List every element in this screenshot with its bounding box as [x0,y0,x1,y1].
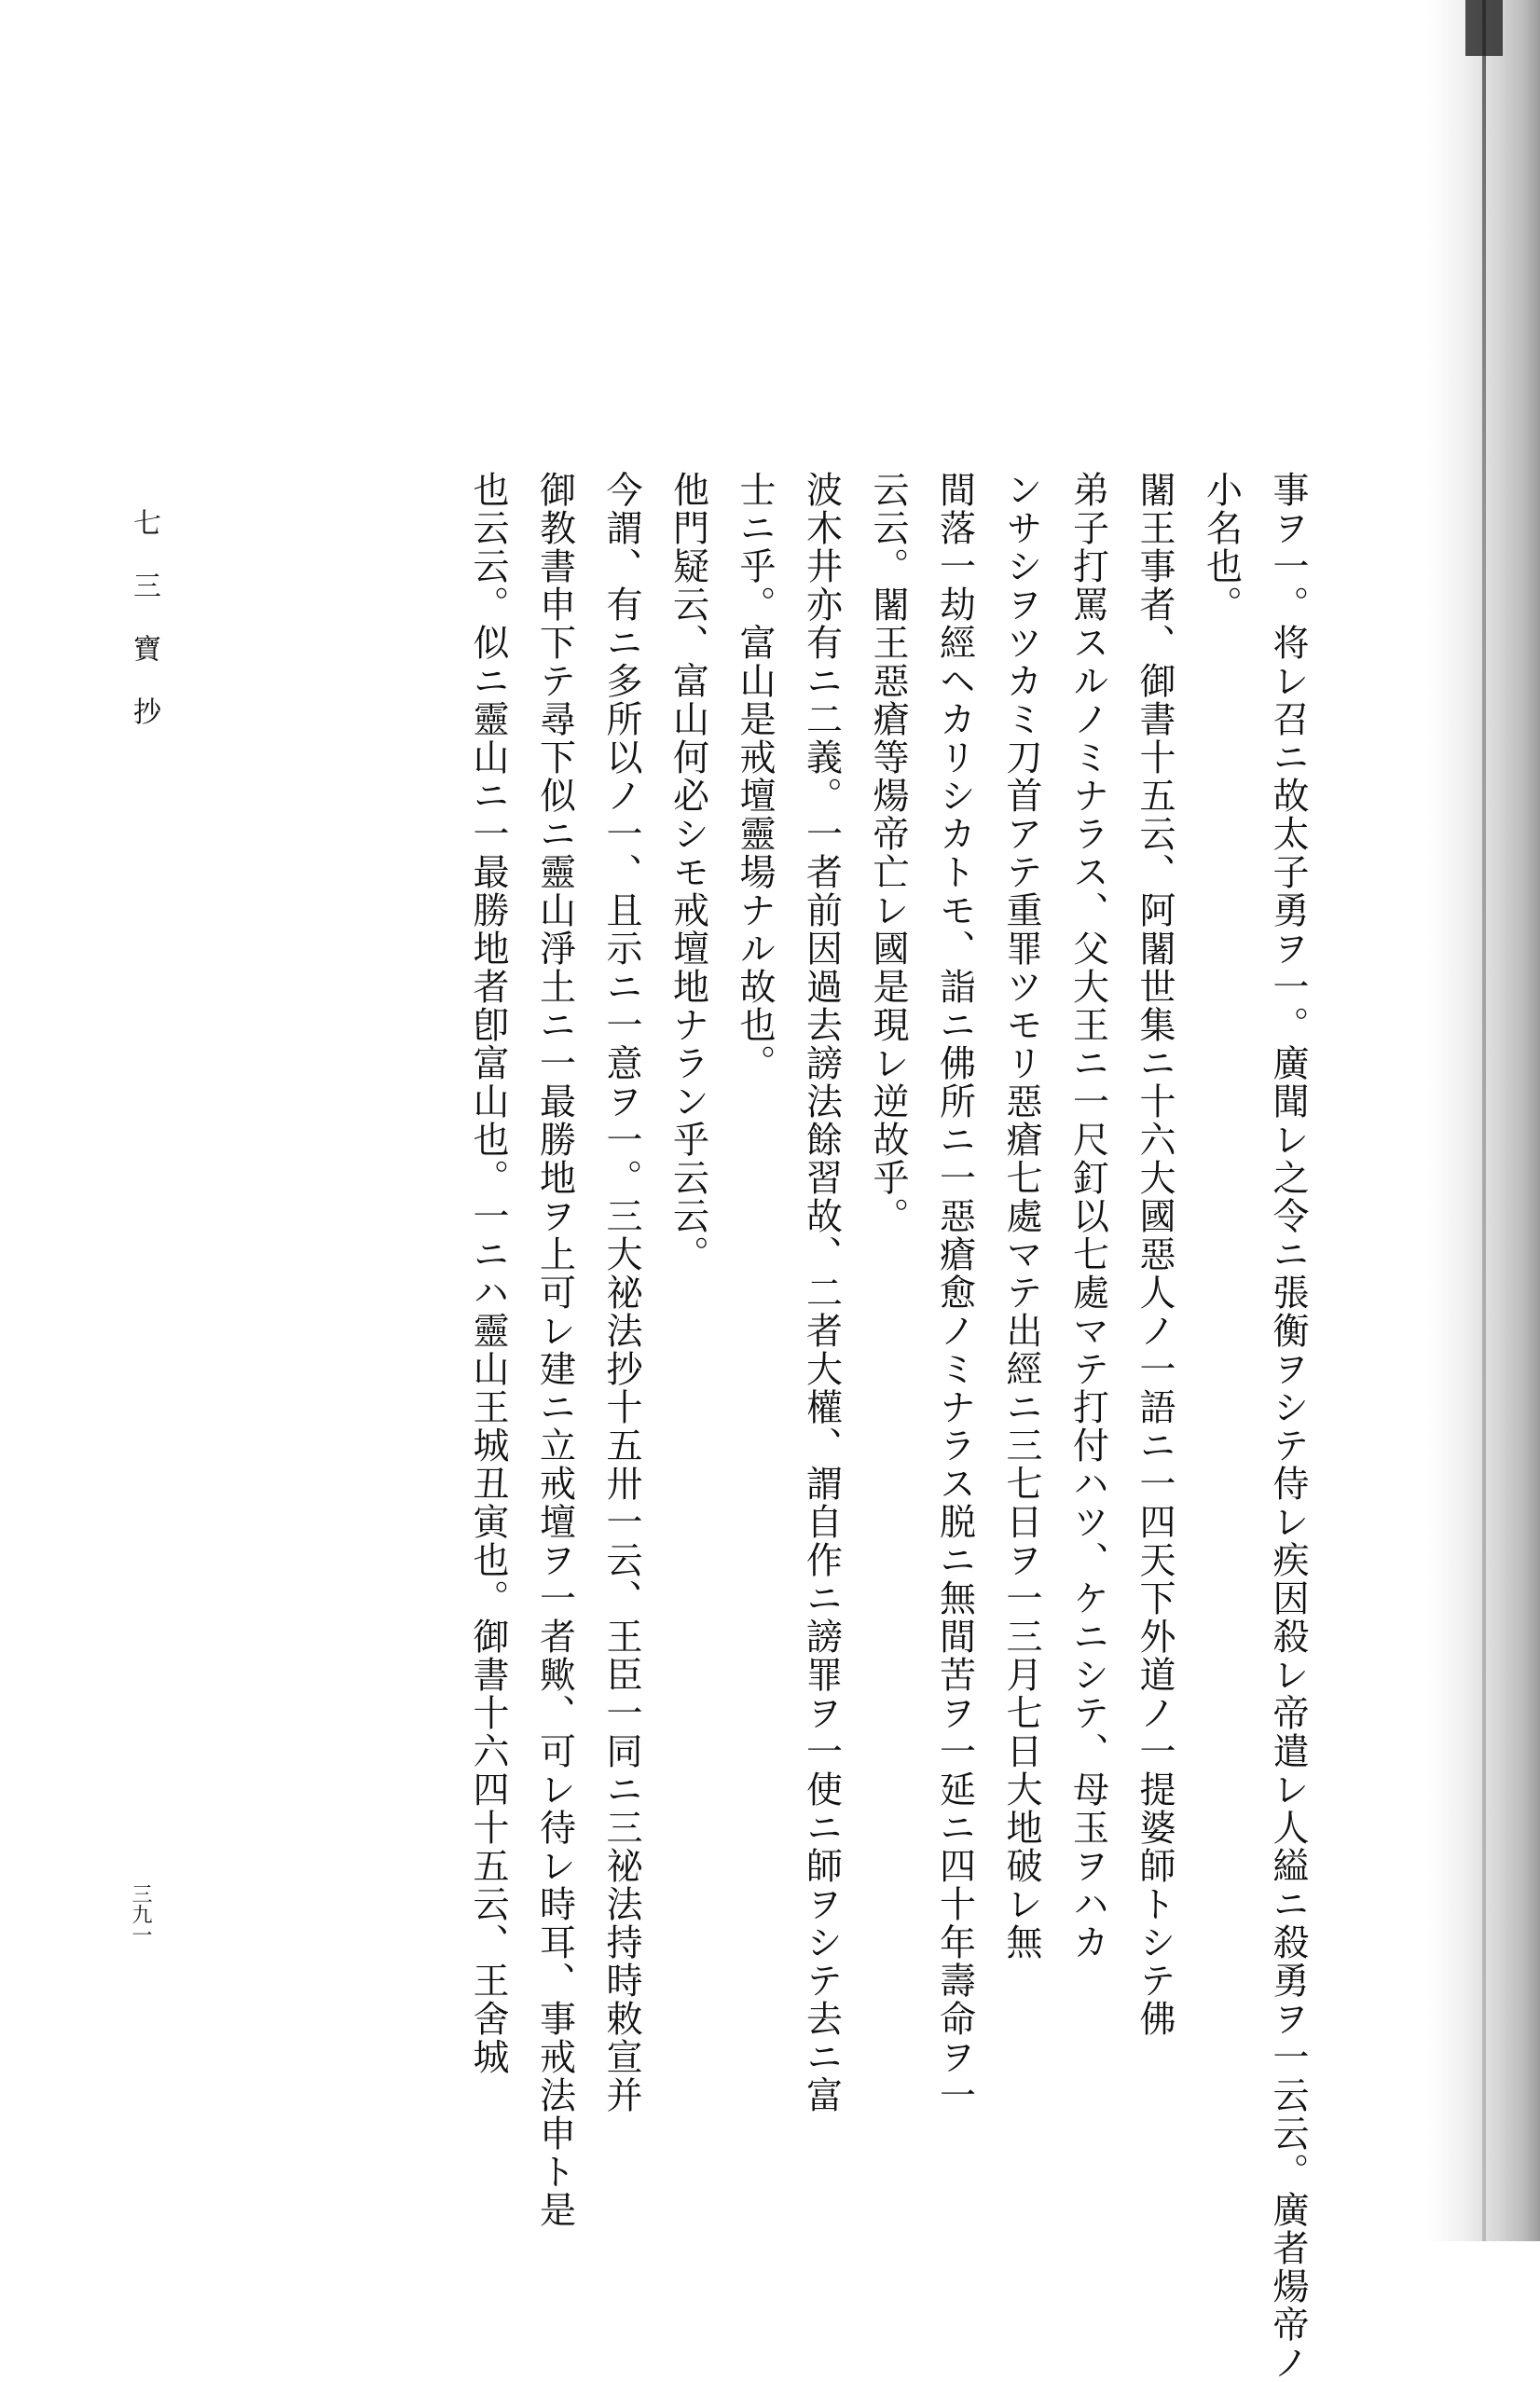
text-column: 闍王事者、御書十五云、阿闍世集ニ十六大國惡人ノ一語ニ一四天下外道ノ一提婆師トシテ佛 [1134,471,1176,2038]
text-column: 弟子打罵スルノミナラス、父大王ニ一尺釘以七處マテ打付ハツ、ケニシテ、母玉ヲハカ [1066,471,1109,1962]
running-title: 七 三 寶 抄 [128,508,160,738]
text-column: 也云云。似ニ靈山ニ一最勝地者卽富山也。一ニハ靈山王城丑寅也。御書十六四十五云、王舍城 [467,471,509,2076]
page-corner-shadow [1465,0,1503,56]
page-footer [103,508,186,2140]
text-column: 今謂、有ニ多所以ノ一、且示ニ一意ヲ一。三大祕法抄十五卅一云、王臣一同ニ三祕法持時敕宣并 [600,471,642,2114]
text-column: 云云。闍王惡瘡等煬帝亡レ國是現レ逆故乎。 [867,471,909,1235]
text-column: 御教書申下テ尋下似ニ靈山淨土ニ一最勝地ヲ上可レ建ニ立戒壇ヲ一者歟、可レ待レ時耳、事戒法申ト是 [533,471,576,2229]
page-edge-line [1482,0,1486,2241]
text-column: 波木井亦有ニ二義。一者前因過去謗法餘習故、二者大權、謂自作ニ謗罪ヲ一使ニ師ヲシテ去ニ富 [800,471,843,2114]
text-column: 小名也。 [1200,471,1243,624]
text-column: 他門疑云、富山何必シモ戒壇地ナラン乎云云。 [667,471,709,1274]
text-column: ンサシヲツカミ刀首アテ重罪ツモリ惡瘡七處マテ出經ニ三七日ヲ一三月七日大地破レ無 [1000,471,1042,1962]
body-text [351,471,1321,2382]
text-column: 事ヲ一。将レ召ニ故太子勇ヲ一。廣聞レ之令ニ張衡ヲシテ侍レ疾因殺レ帝遣レ人縊ニ殺勇ヲ一云云。廣者煬帝ノ [1267,471,1309,2382]
page-number: 三九一 [129,1883,152,1945]
text-column: 間落一劫經ヘカリシカトモ、詣ニ佛所ニ一惡瘡愈ノミナラス脱ニ無間苦ヲ一延ニ四十年壽命ヲ一 [933,471,976,2114]
text-column: 士ニ乎。富山是戒壇靈場ナル故也。 [734,471,776,1082]
